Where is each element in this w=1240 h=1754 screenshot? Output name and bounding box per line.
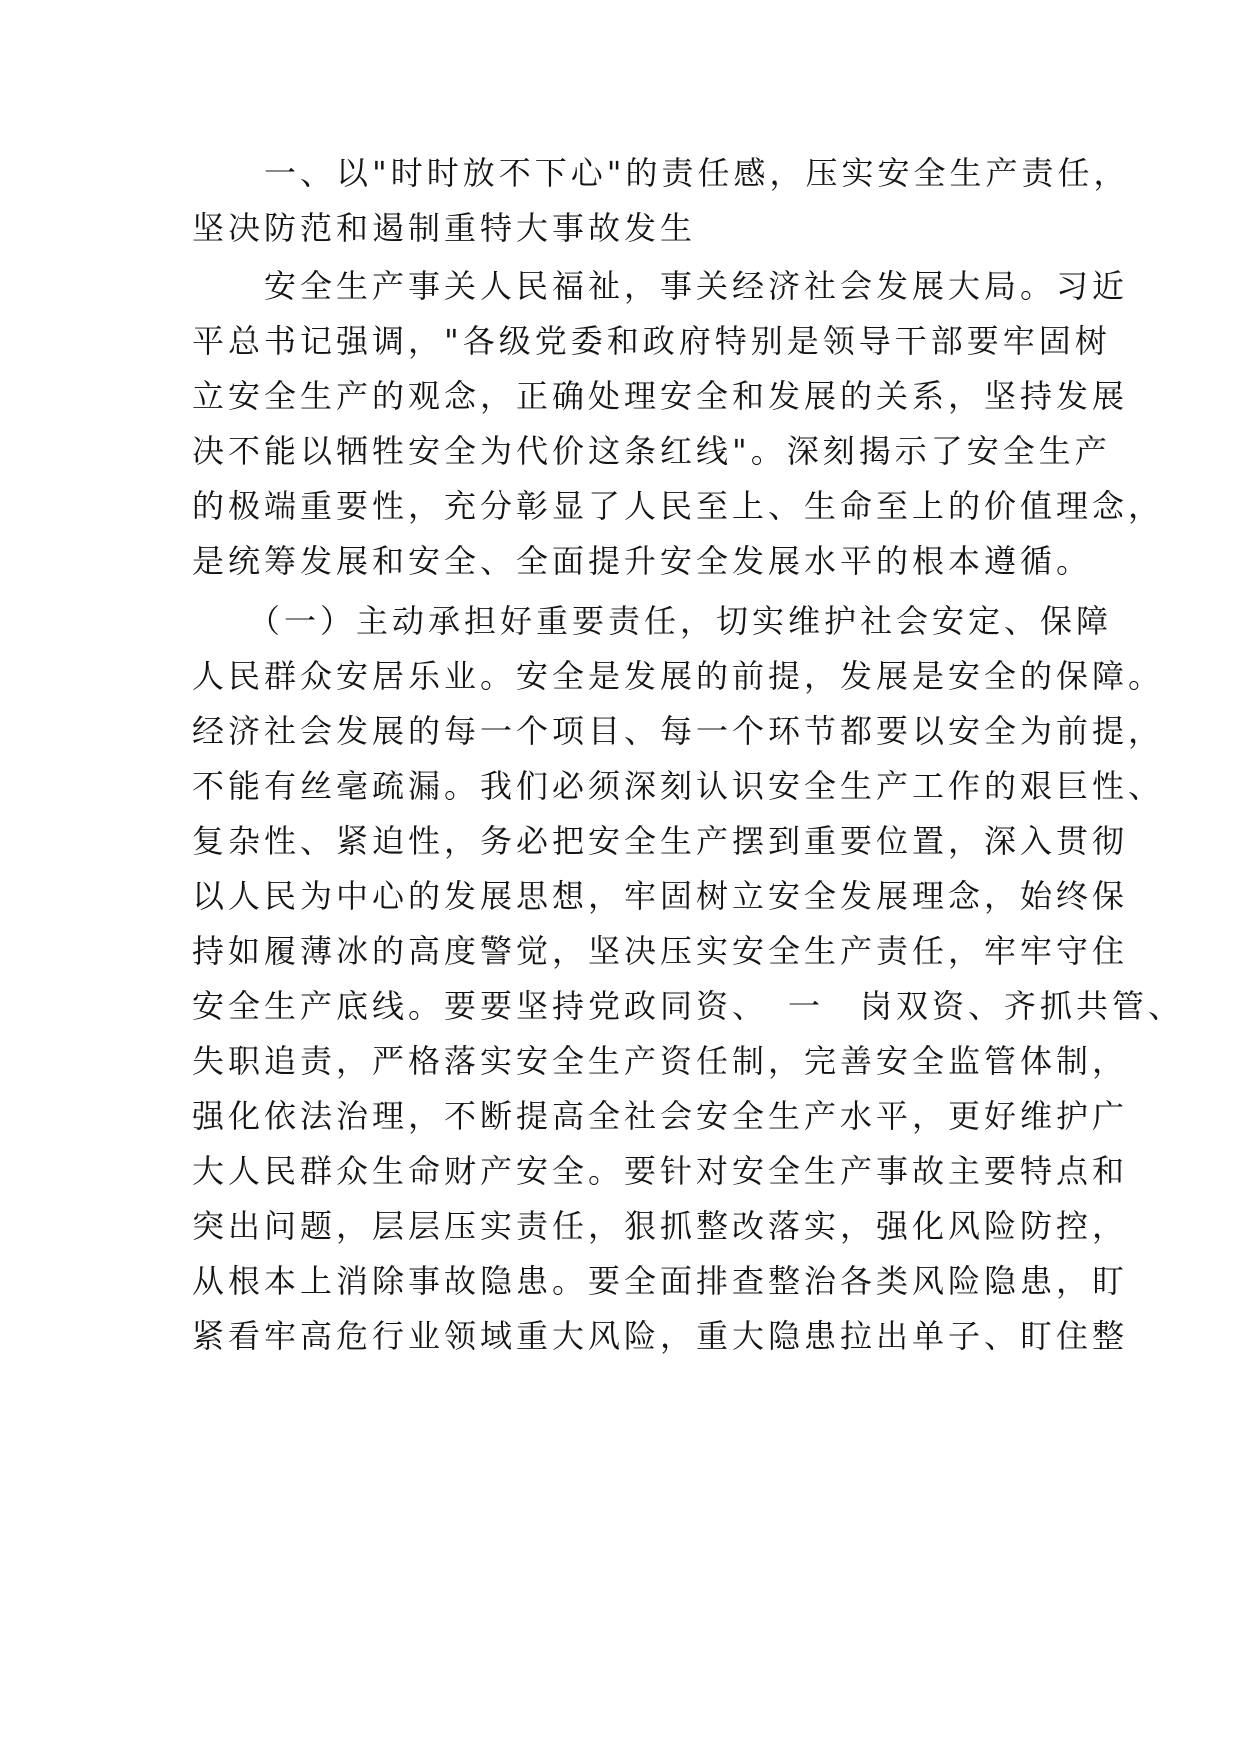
paragraph-line: 不能有丝毫疏漏。我们必须深刻认识安全生产工作的艰巨性、	[192, 767, 1165, 805]
paragraph-line: （一）主动承担好重要责任，切实维护社会安定、保障	[192, 602, 1113, 640]
heading-line: 坚决防范和遏制重特大事故发生	[192, 209, 697, 247]
paragraph-line: 安全生产事关人民福祉，事关经济社会发展大局。习近	[192, 267, 1129, 305]
paragraph-line: 是统筹发展和安全、全面提升安全发展水平的根本遵循。	[192, 542, 1093, 580]
paragraph-subsection-one	[192, 594, 1185, 1364]
paragraph-line: 从根本上消除事故隐患。要全面排查整治各类风险隐患，盯	[192, 1262, 1129, 1300]
paragraph-line: 复杂性、紧迫性，务必把安全生产摆到重要位置，深入贯彻	[192, 822, 1129, 860]
paragraph-line: 紧看牢高危行业领域重大风险，重大隐患拉出单子、盯住整	[192, 1317, 1129, 1355]
document-body	[192, 146, 1185, 1364]
paragraph-line: 持如履薄冰的高度警觉，坚决压实安全生产责任，牢牢守住	[192, 932, 1129, 970]
paragraph-line: 安全生产底线。要要坚持党政同资、 一 岗双资、齐抓共管、	[192, 987, 1185, 1025]
section-heading	[192, 146, 1130, 256]
paragraph-line: 强化依法治理，不断提高全社会安全生产水平，更好维护广	[192, 1097, 1129, 1135]
paragraph-line: 突出问题，层层压实责任，狠抓整改落实，强化风险防控，	[192, 1207, 1129, 1245]
paragraph-line: 平总书记强调，"各级党委和政府特别是领导干部要牢固树	[192, 322, 1111, 360]
paragraph-line: 人民群众安居乐业。安全是发展的前提，发展是安全的保障。	[192, 657, 1165, 695]
paragraph-line: 决不能以牺牲安全为代价这条红线"。深刻揭示了安全生产	[192, 432, 1111, 470]
paragraph-line: 立安全生产的观念，正确处理安全和发展的关系，坚持发展	[192, 377, 1129, 415]
paragraph-intro	[192, 259, 1165, 589]
paragraph-line: 的极端重要性，充分彰显了人民至上、生命至上的价值理念，	[192, 487, 1165, 525]
heading-line: 一、以"时时放不下心"的责任感，压实安全生产责任，	[192, 154, 1130, 192]
paragraph-line: 以人民为中心的发展思想，牢固树立安全发展理念，始终保	[192, 877, 1129, 915]
paragraph-line: 经济社会发展的每一个项目、每一个环节都要以安全为前提，	[192, 712, 1165, 750]
paragraph-line: 大人民群众生命财产安全。要针对安全生产事故主要特点和	[192, 1152, 1129, 1190]
paragraph-line: 失职追责，严格落实安全生产资任制，完善安全监管体制，	[192, 1042, 1129, 1080]
